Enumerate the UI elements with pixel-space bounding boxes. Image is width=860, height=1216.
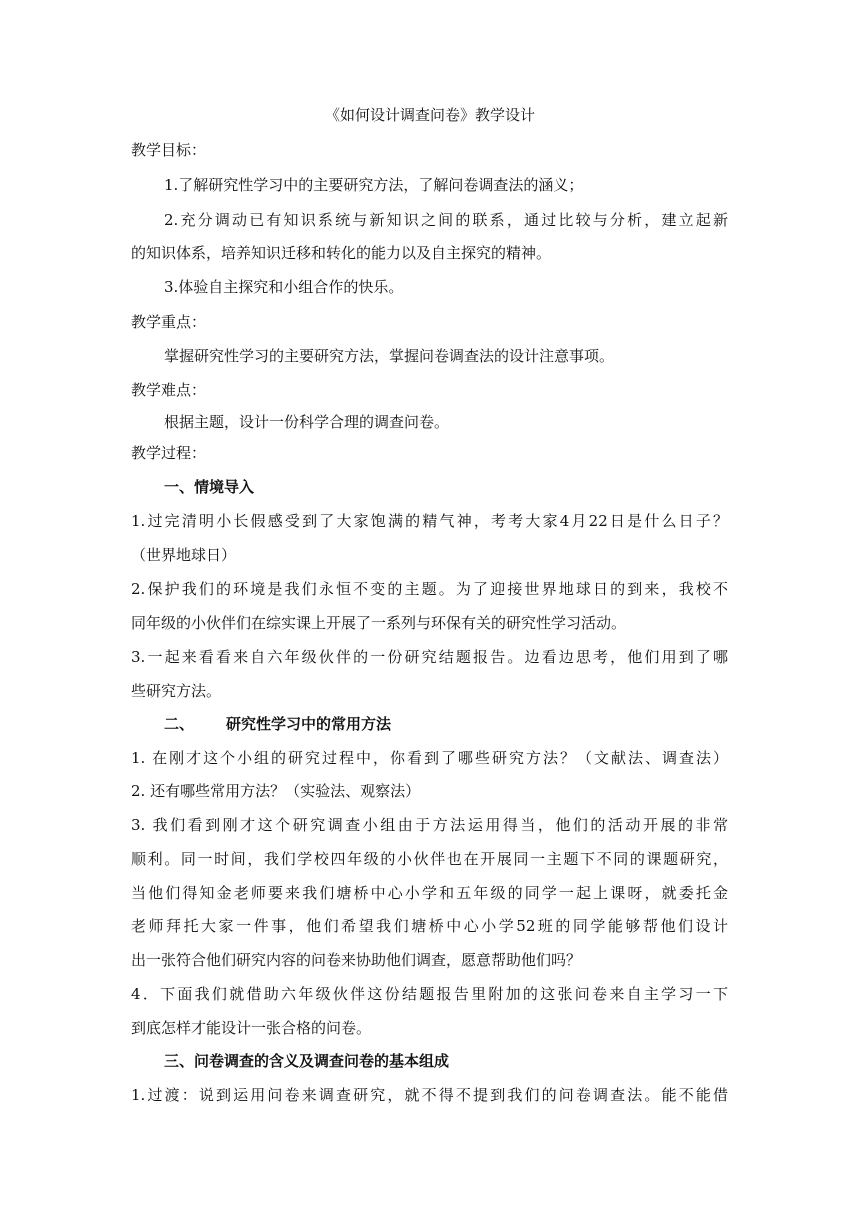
- section1-line: 1.过完清明小长假感受到了大家饱满的精气神，考考大家4月22日是什么日子？: [131, 512, 728, 530]
- section2-line: 老师拜托大家一件事，他们希望我们塘桥中心小学52班的同学能够帮他们设计: [131, 917, 728, 935]
- objective-line: 的知识体系，培养知识迁移和转化的能力以及自主探究的精神。: [131, 244, 552, 262]
- section1-line: 同年级的小伙伴们在综实课上开展了一系列与环保有关的研究性学习活动。: [131, 614, 627, 632]
- section2-line: 2. 还有哪些常用方法？（实验法、观察法）: [131, 782, 421, 800]
- difficulty-text: 根据主题，设计一份科学合理的调查问卷。: [164, 413, 450, 431]
- objectives-heading: 教学目标：: [131, 141, 207, 159]
- objective-line: 1.了解研究性学习中的主要研究方法，了解问卷调查法的涵义；: [164, 176, 584, 194]
- objective-line: 2.充分调动已有知识系统与新知识之间的联系，通过比较与分析，建立起新: [164, 211, 728, 229]
- section1-line: 2.保护我们的环境是我们永恒不变的主题。为了迎接世界地球日的到来，我校不: [131, 580, 728, 598]
- section3-heading: 三、问卷调查的含义及调查问卷的基本组成: [164, 1052, 450, 1070]
- key-point-heading: 教学重点：: [131, 313, 207, 331]
- document-title: 《如何设计调查问卷》教学设计: [324, 106, 535, 124]
- section1-line: 些研究方法。: [131, 682, 222, 700]
- section2-line: 4．下面我们就借助六年级伙伴这份结题报告里附加的这张问卷来自主学习一下: [131, 985, 728, 1003]
- section1-heading: 一、情境导入: [164, 478, 255, 496]
- section2-line: 1. 在刚才这个小组的研究过程中，你看到了哪些研究方法？（文献法、调查法）: [131, 749, 728, 767]
- section2-heading: 研究性学习中的常用方法: [226, 715, 392, 733]
- section2-line: 3. 我们看到刚才这个研究调查小组由于方法运用得当，他们的活动开展的非常: [131, 816, 728, 834]
- section2-line: 出一张符合他们研究内容的问卷来协助他们调查，愿意帮助他们吗？: [131, 951, 582, 969]
- objective-line: 3.体验自主探究和小组合作的快乐。: [164, 278, 404, 296]
- difficulty-heading: 教学难点：: [131, 381, 207, 399]
- process-heading: 教学过程：: [131, 444, 207, 462]
- section1-line: 3.一起来看看来自六年级伙伴的一份研究结题报告。边看边思考，他们用到了哪: [131, 648, 728, 666]
- section2-heading-number: 二、: [164, 715, 195, 733]
- section2-line: 到底怎样才能设计一张合格的问卷。: [131, 1019, 372, 1037]
- section3-line: 1.过渡：说到运用问卷来调查研究，就不得不提到我们的问卷调查法。能不能借: [131, 1086, 728, 1104]
- section1-line: （世界地球日）: [131, 546, 237, 564]
- key-point-text: 掌握研究性学习的主要研究方法，掌握问卷调查法的设计注意事项。: [164, 347, 615, 365]
- section2-line: 当他们得知金老师要来我们塘桥中心小学和五年级的同学一起上课呀，就委托金: [131, 884, 728, 902]
- section2-line: 顺利。同一时间，我们学校四年级的小伙伴也在开展同一主题下不同的课题研究，: [131, 850, 728, 868]
